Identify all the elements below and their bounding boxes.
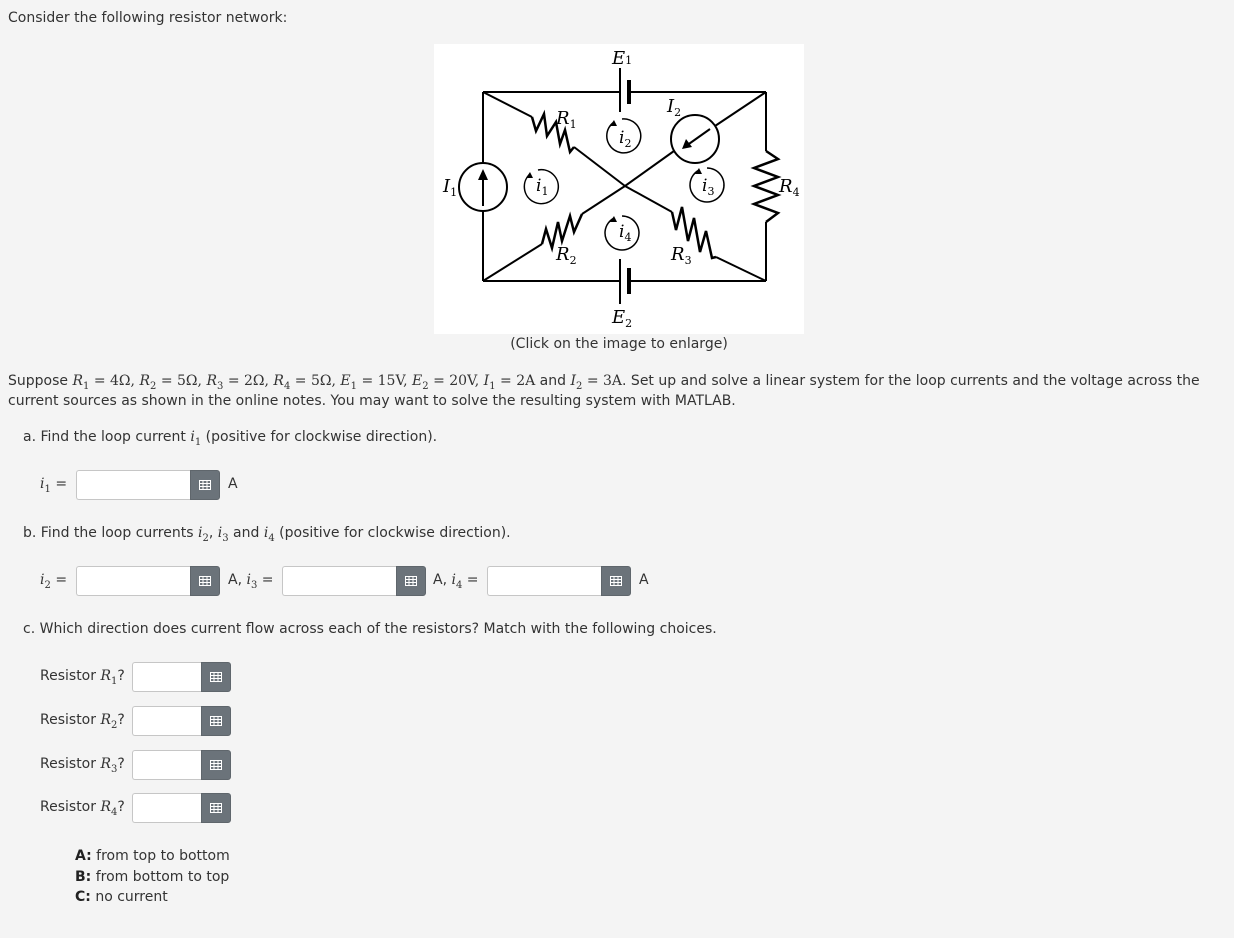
part-a-label: $i_1$ =	[40, 476, 68, 495]
resistor-r3-label: Resistor $R_3$?	[40, 756, 125, 775]
current-source-i1	[459, 163, 507, 211]
svg-text:I1: $I_1$	[443, 176, 458, 199]
part-b-i3-label: A, $i_3$ =	[228, 572, 274, 591]
svg-text:i2: $i_2$	[619, 128, 632, 150]
resistor-r1-label: Resistor $R_1$?	[40, 668, 125, 687]
resistor-r4	[754, 151, 778, 222]
label-r2: R	[556, 244, 570, 265]
label-e2: E	[612, 307, 626, 328]
circuit-figure[interactable]	[434, 44, 804, 334]
intro-text: Consider the following resistor network:	[8, 10, 288, 26]
keyboard-grid-icon	[210, 760, 222, 770]
answer-i1-input[interactable]	[76, 470, 190, 500]
label-i1-source: I	[443, 176, 451, 197]
choice-c: C: no current	[75, 889, 168, 905]
part-b-i2-label: $i_2$ =	[40, 572, 68, 591]
svg-text:i4: $i_4$	[619, 222, 632, 244]
svg-text:i3: $i_3$	[702, 176, 715, 198]
problem-statement-line2: current sources as shown in the online notes. You may want to solve the resulting system with MATLAB.	[8, 393, 736, 409]
resistor-r4-keyboard-button[interactable]	[201, 793, 231, 823]
answer-i4-group	[487, 566, 631, 596]
resistor-r3-answer-group	[132, 750, 231, 780]
answer-i1-group	[76, 470, 220, 500]
current-source-i2	[671, 115, 719, 163]
resistor-r1-input[interactable]	[132, 662, 201, 692]
label-i2-source: I	[667, 96, 675, 117]
battery-e2	[620, 259, 629, 304]
keyboard-grid-icon	[210, 803, 222, 813]
part-a-unit: A	[228, 476, 238, 492]
svg-text:E2: $E_2$	[612, 307, 633, 330]
answer-i2-keyboard-button[interactable]	[190, 566, 220, 596]
resistor-r2-input[interactable]	[132, 706, 201, 736]
label-loop-i1: i	[536, 176, 542, 196]
choice-b: B: from bottom to top	[75, 869, 230, 885]
label-e1: E	[612, 48, 626, 69]
svg-text:i1: $i_1$	[536, 176, 549, 198]
part-b-question: b. Find the loop currents $i_2$, $i_3$ and $i_4$ (positive for clockwise direction).	[23, 525, 511, 544]
answer-i2-group	[76, 566, 220, 596]
part-b-unit: A	[639, 572, 649, 588]
svg-text:I2: $I_2$	[667, 96, 682, 119]
resistor-r1-keyboard-button[interactable]	[201, 662, 231, 692]
resistor-r4-answer-group	[132, 793, 231, 823]
label-loop-i4: i	[619, 222, 625, 242]
svg-text:R1: $R_1$	[556, 108, 577, 131]
part-c-question: c. Which direction does current flow across each of the resistors? Match with the following choices.	[23, 621, 717, 637]
resistor-r2-keyboard-button[interactable]	[201, 706, 231, 736]
svg-text:R4: $R_4$	[779, 176, 800, 199]
part-b-i4-label: A, $i_4$ =	[433, 572, 479, 591]
keyboard-grid-icon	[210, 716, 222, 726]
label-loop-i2: i	[619, 128, 625, 148]
answer-i4-input[interactable]	[487, 566, 601, 596]
keyboard-grid-icon	[199, 480, 211, 490]
choice-a: A: from top to bottom	[75, 848, 230, 864]
label-loop-i3: i	[702, 176, 708, 196]
keyboard-grid-icon	[199, 576, 211, 586]
svg-text:E1: E1	[612, 48, 633, 69]
part-a-question: a. Find the loop current $i_1$ (positive for clockwise direction).	[23, 429, 438, 448]
keyboard-grid-icon	[210, 672, 222, 682]
resistor-r4-input[interactable]	[132, 793, 201, 823]
keyboard-grid-icon	[405, 576, 417, 586]
keyboard-grid-icon	[610, 576, 622, 586]
resistor-r2	[542, 214, 582, 248]
svg-text:R2: $R_2$	[556, 244, 577, 267]
resistor-r2-label: Resistor $R_2$?	[40, 712, 125, 731]
answer-i3-keyboard-button[interactable]	[396, 566, 426, 596]
resistor-r3-input[interactable]	[132, 750, 201, 780]
figure-caption: (Click on the image to enlarge)	[510, 336, 728, 352]
resistor-r4-label: Resistor $R_4$?	[40, 799, 125, 818]
answer-i4-keyboard-button[interactable]	[601, 566, 631, 596]
answer-i2-input[interactable]	[76, 566, 190, 596]
resistor-r3-keyboard-button[interactable]	[201, 750, 231, 780]
label-r1: R	[556, 108, 570, 129]
answer-i1-keyboard-button[interactable]	[190, 470, 220, 500]
svg-text:R3: $R_3$	[671, 244, 692, 267]
label-r4: R	[779, 176, 793, 197]
answer-i3-group	[282, 566, 426, 596]
battery-e1	[620, 68, 629, 112]
label-r3: R	[671, 244, 685, 265]
resistor-r2-answer-group	[132, 706, 231, 736]
problem-statement: Suppose $R_1 = 4\Omega$, $R_2 = 5\Omega$, $R_3 = 2\Omega$, $R_4 = 5\Omega$, $E_1 = 15V$, $E_2 = 20V$, $I_1 = 2A$ and $I_2 = 3A$. Set up and solve a linear system for the loop currents and the voltage across the	[8, 373, 1200, 392]
resistor-r1-answer-group	[132, 662, 231, 692]
answer-i3-input[interactable]	[282, 566, 396, 596]
